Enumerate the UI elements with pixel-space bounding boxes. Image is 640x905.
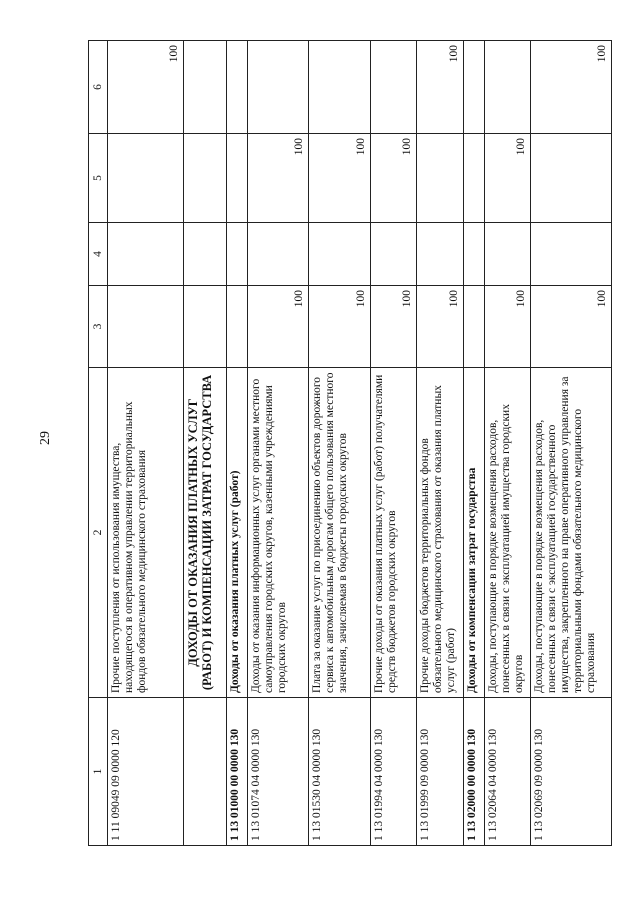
code-cell: 1 13 02064 04 0000 130 bbox=[484, 698, 531, 846]
value-col-4 bbox=[309, 223, 370, 286]
value-col-5 bbox=[184, 134, 226, 223]
code-cell: 1 13 02000 00 0000 130 bbox=[463, 698, 484, 846]
value-col-5: 100 bbox=[370, 134, 417, 223]
value-col-6 bbox=[463, 41, 484, 134]
value-col-4 bbox=[463, 223, 484, 286]
header-col-6: 6 bbox=[89, 41, 108, 134]
table-body bbox=[108, 41, 612, 846]
table-row bbox=[184, 41, 226, 846]
value-col-6 bbox=[184, 41, 226, 134]
name-cell: Доходы от оказания платных услуг (работ) bbox=[226, 368, 247, 698]
header-col-2: 2 bbox=[89, 368, 108, 698]
header-col-3: 3 bbox=[89, 286, 108, 368]
table-row bbox=[484, 41, 531, 846]
header-col-5: 5 bbox=[89, 134, 108, 223]
code-cell: 1 11 09049 09 0000 120 bbox=[108, 698, 184, 846]
value-col-6: 100 bbox=[108, 41, 184, 134]
value-col-5 bbox=[463, 134, 484, 223]
value-col-3 bbox=[226, 286, 247, 368]
value-col-5: 100 bbox=[247, 134, 308, 223]
header-col-4: 4 bbox=[89, 223, 108, 286]
name-cell: Доходы от компенсации затрат государства bbox=[463, 368, 484, 698]
value-col-3 bbox=[184, 286, 226, 368]
code-cell: 1 13 01530 04 0000 130 bbox=[309, 698, 370, 846]
header-row bbox=[89, 41, 108, 846]
table-row bbox=[417, 41, 464, 846]
value-col-6 bbox=[484, 41, 531, 134]
value-col-4 bbox=[108, 223, 184, 286]
value-col-5: 100 bbox=[309, 134, 370, 223]
code-cell: 1 13 01999 09 0000 130 bbox=[417, 698, 464, 846]
page-number: 29 bbox=[38, 431, 53, 445]
header-col-1: 1 bbox=[89, 698, 108, 846]
name-cell: Прочие доходы от оказания платных услуг (работ) получателями средств бюджетов городских округов bbox=[370, 368, 417, 698]
name-cell: Доходы, поступающие в порядке возмещения расходов, понесенных в связи с эксплуатацией государственного имущества, закрепленного на праве оперативного управления за территориальными фондами обязательного медицинского страхования bbox=[531, 368, 612, 698]
value-col-3: 100 bbox=[417, 286, 464, 368]
value-col-3: 100 bbox=[484, 286, 531, 368]
value-col-5: 100 bbox=[484, 134, 531, 223]
value-col-4 bbox=[226, 223, 247, 286]
value-col-6 bbox=[309, 41, 370, 134]
name-cell: Прочие доходы бюджетов территориальных фондов обязательного медицинского страхования от оказания платных услуг (работ) bbox=[417, 368, 464, 698]
name-cell: Доходы, поступающие в порядке возмещения расходов, понесенных в связи с эксплуатацией имущества городских округов bbox=[484, 368, 531, 698]
value-col-5 bbox=[531, 134, 612, 223]
table-container bbox=[88, 41, 612, 846]
value-col-3: 100 bbox=[309, 286, 370, 368]
value-col-3: 100 bbox=[531, 286, 612, 368]
value-col-6 bbox=[370, 41, 417, 134]
value-col-6: 100 bbox=[531, 41, 612, 134]
table-row bbox=[309, 41, 370, 846]
value-col-4 bbox=[184, 223, 226, 286]
code-cell bbox=[184, 698, 226, 846]
name-cell: ДОХОДЫ ОТ ОКАЗАНИЯ ПЛАТНЫХ УСЛУГ (РАБОТ) И КОМПЕНСАЦИИ ЗАТРАТ ГОСУДАРСТВА bbox=[184, 368, 226, 698]
value-col-4 bbox=[531, 223, 612, 286]
name-cell: Доходы от оказания информационных услуг органами местного самоуправления городских округов, казенными учреждениями городских округов bbox=[247, 368, 308, 698]
revenue-table bbox=[88, 40, 612, 846]
value-col-5 bbox=[226, 134, 247, 223]
table-row bbox=[463, 41, 484, 846]
value-col-3: 100 bbox=[247, 286, 308, 368]
value-col-3 bbox=[463, 286, 484, 368]
name-cell: Прочие поступления от использования имущества, находящегося в оперативном управлении территориальных фондов обязательного медицинского страхования bbox=[108, 368, 184, 698]
table-row bbox=[247, 41, 308, 846]
value-col-3 bbox=[108, 286, 184, 368]
value-col-4 bbox=[247, 223, 308, 286]
table-row bbox=[108, 41, 184, 846]
value-col-4 bbox=[417, 223, 464, 286]
value-col-6 bbox=[247, 41, 308, 134]
table-row bbox=[531, 41, 612, 846]
value-col-6: 100 bbox=[417, 41, 464, 134]
value-col-5 bbox=[417, 134, 464, 223]
table-row bbox=[370, 41, 417, 846]
value-col-4 bbox=[484, 223, 531, 286]
name-cell: Плата за оказание услуг по присоединению объектов дорожного сервиса к автомобильным дорогам общего пользования местного значения, зачисляемая в бюджеты городских округов bbox=[309, 368, 370, 698]
code-cell: 1 13 01994 04 0000 130 bbox=[370, 698, 417, 846]
code-cell: 1 13 02069 09 0000 130 bbox=[531, 698, 612, 846]
value-col-6 bbox=[226, 41, 247, 134]
code-cell: 1 13 01074 04 0000 130 bbox=[247, 698, 308, 846]
code-cell: 1 13 01000 00 0000 130 bbox=[226, 698, 247, 846]
value-col-3: 100 bbox=[370, 286, 417, 368]
value-col-4 bbox=[370, 223, 417, 286]
table-row bbox=[226, 41, 247, 846]
value-col-5 bbox=[108, 134, 184, 223]
